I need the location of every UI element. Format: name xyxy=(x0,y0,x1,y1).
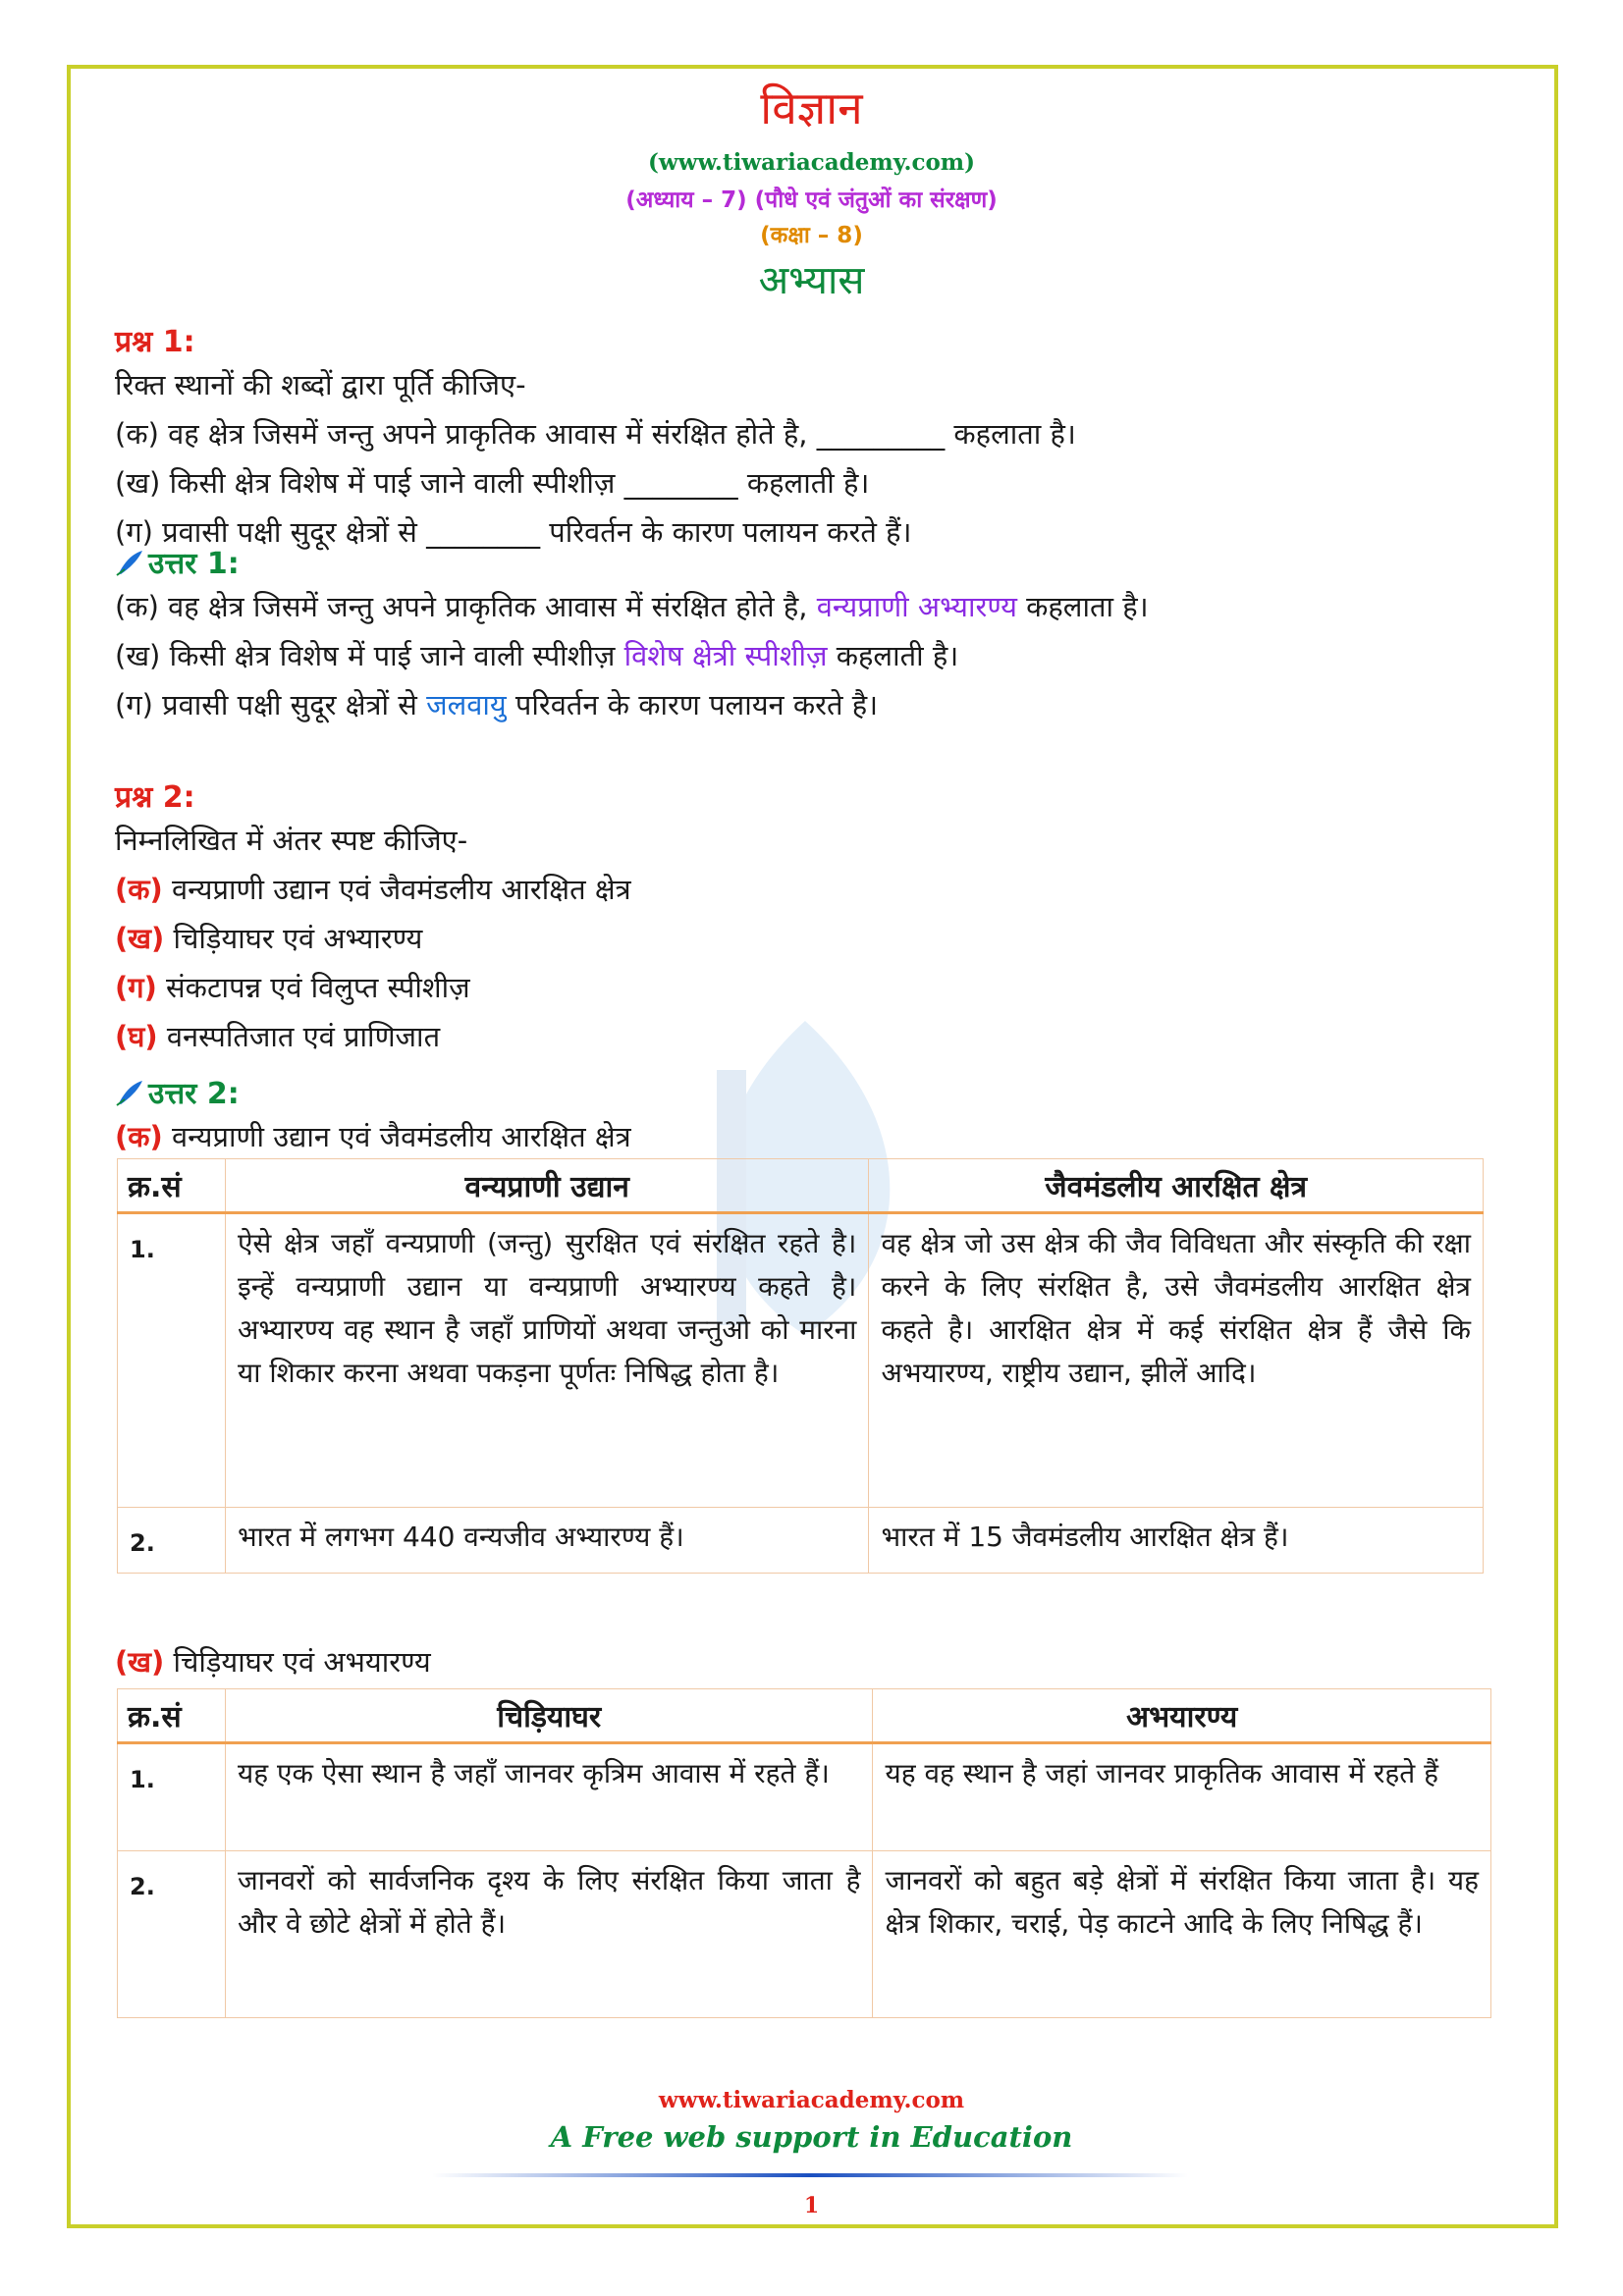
class-label: (कक्षा – 8) xyxy=(760,223,863,248)
table-cell: जानवरों को सार्वजनिक दृश्य के लिए संरक्षित किया जाता है और वे छोटे क्षेत्रों में होते हैं। xyxy=(225,1851,873,2018)
footer-divider xyxy=(432,2173,1188,2177)
question-1-line-a: (क) वह क्षेत्र जिसमें जन्तु अपने प्राकृतिक आवास में संरक्षित होते है, _________ कहलाता है। xyxy=(115,417,1076,451)
question-2-intro: निम्नलिखित में अंतर स्पष्ट कीजिए- xyxy=(115,824,468,857)
answer-2-heading-row xyxy=(115,1072,1489,1112)
question-1-line-b: (ख) किसी क्षेत्र विशेष में पाई जाने वाली स्पीशीज़ ________ कहलाती है। xyxy=(115,466,870,500)
question-2-heading: प्रश्न 2: xyxy=(115,780,195,815)
question-2-item-d: (घ) वनस्पतिजात एवं प्राणिजात xyxy=(115,1020,441,1053)
table-row xyxy=(118,1508,1484,1574)
question-1-heading: प्रश्न 1: xyxy=(115,325,195,359)
table-header-row xyxy=(118,1689,1491,1743)
answer-1-line-c: (ग) प्रवासी पक्षी सुदूर क्षेत्रों से जलवायु परिवर्तन के कारण पलायन करते है। xyxy=(115,688,879,721)
answer-2 xyxy=(115,1072,1489,1161)
table-cell: वह क्षेत्र जो उस क्षेत्र की जैव विविधता और संस्कृति की रक्षा करने के लिए संरक्षित है, उसे जैवमंडलीय आरक्षित क्षेत्र कहते है। आरक्षित क्षेत्र में कई संरक्षित क्षेत्र हैं जैसे कि अभयारण्य, राष्ट्रीय उद्यान, झीलें आदि। xyxy=(869,1213,1484,1508)
table-cell: यह वह स्थान है जहां जानवर प्राकृतिक आवास में रहते हैं xyxy=(873,1743,1491,1851)
answer-2-heading: उत्तर 2: xyxy=(148,1077,240,1111)
table-header-sno: क्र.सं xyxy=(118,1159,226,1213)
page-number: 1 xyxy=(803,2193,820,2218)
table-row xyxy=(118,1743,1491,1851)
table-cell-sno: 1. xyxy=(118,1213,226,1508)
table-header-col1: वन्यप्राणी उद्यान xyxy=(225,1159,868,1213)
comparison-table-b xyxy=(117,1688,1491,2018)
answer-1 xyxy=(115,542,1489,729)
table-header-col1: चिड़ियाघर xyxy=(225,1689,873,1743)
chapter-label: (अध्याय – 7) (पौधे एवं जंतुओं का संरक्षण) xyxy=(625,187,998,213)
question-1-intro: रिक्त स्थानों की शब्दों द्वारा पूर्ति कीजिए- xyxy=(115,368,526,401)
comparison-table-a xyxy=(117,1158,1484,1574)
footer-tagline: A Free web support in Education xyxy=(550,2120,1073,2154)
answer-1-fill-a: वन्यप्राणी अभ्यारण्य xyxy=(816,590,1017,623)
table-header-col2: जैवमंडलीय आरक्षित क्षेत्र xyxy=(869,1159,1484,1213)
question-2-item-b: (ख) चिड़ियाघर एवं अभ्यारण्य xyxy=(115,922,423,955)
table-cell: भारत में लगभग 440 वन्यजीव अभ्यारण्य हैं। xyxy=(225,1508,868,1574)
table-cell: ऐसे क्षेत्र जहाँ वन्यप्राणी (जन्तु) सुरक्षित एवं संरक्षित रहते है। इन्हें वन्यप्राणी उद्यान या वन्यप्राणी अभ्यारण्य कहते है। अभ्यारण्य वह स्थान है जहाँ प्राणियों अथवा जन्तुओ को मारना या शिकार करना अथवा पकड़ना पूर्णतः निषिद्ध होता है। xyxy=(225,1213,868,1508)
table-cell: यह एक ऐसा स्थान है जहाँ जानवर कृत्रिम आवास में रहते हैं। xyxy=(225,1743,873,1851)
exercise-heading: अभ्यास xyxy=(758,258,865,303)
table-row xyxy=(118,1851,1491,2018)
table-row xyxy=(118,1213,1484,1508)
table-cell: भारत में 15 जैवमंडलीय आरक्षित क्षेत्र हैं। xyxy=(869,1508,1484,1574)
header-website: (www.tiwariacademy.com) xyxy=(647,149,976,176)
table-header-col2: अभयारण्य xyxy=(873,1689,1491,1743)
answer-2-part-b-title: (ख) चिड़ियाघर एवं अभयारण्य xyxy=(115,1645,431,1679)
answer-1-fill-b: विशेष क्षेत्री स्पीशीज़ xyxy=(623,639,828,672)
question-2-item-a: (क) वन्यप्राणी उद्यान एवं जैवमंडलीय आरक्षित क्षेत्र xyxy=(115,873,631,906)
answer-2-part-a-title: (क) वन्यप्राणी उद्यान एवं जैवमंडलीय आरक्षित क्षेत्र xyxy=(115,1120,631,1153)
table-cell-sno: 1. xyxy=(118,1743,226,1851)
answer-1-heading-row xyxy=(115,542,1489,582)
answer-1-line-a: (क) वह क्षेत्र जिसमें जन्तु अपने प्राकृतिक आवास में संरक्षित होते है, वन्यप्राणी अभ्यारण्य कहलाता है। xyxy=(115,590,1149,623)
question-1 xyxy=(115,320,1489,557)
question-1-line-c: (ग) प्रवासी पक्षी सुदूर क्षेत्रों से ________ परिवर्तन के कारण पलायन करते हैं। xyxy=(115,515,912,549)
page-title: विज्ञान xyxy=(760,81,863,134)
question-2 xyxy=(115,775,1489,1061)
table-cell-sno: 2. xyxy=(118,1508,226,1574)
answer-2-part-b xyxy=(115,1637,1489,1686)
question-2-item-c: (ग) संकटापन्न एवं विलुप्त स्पीशीज़ xyxy=(115,971,470,1004)
footer-website-link[interactable]: www.tiwariacademy.com xyxy=(658,2087,965,2113)
answer-1-fill-c: जलवायु xyxy=(426,688,507,721)
quill-pen-icon xyxy=(115,1078,144,1107)
quill-pen-icon xyxy=(115,548,144,577)
table-cell-sno: 2. xyxy=(118,1851,226,2018)
table-header-row xyxy=(118,1159,1484,1213)
answer-1-heading: उत्तर 1: xyxy=(148,547,240,581)
answer-1-line-b: (ख) किसी क्षेत्र विशेष में पाई जाने वाली स्पीशीज़ विशेष क्षेत्री स्पीशीज़ कहलाती है। xyxy=(115,639,959,672)
table-header-sno: क्र.सं xyxy=(118,1689,226,1743)
table-cell: जानवरों को बहुत बड़े क्षेत्रों में संरक्षित किया जाता है। यह क्षेत्र शिकार, चराई, पेड़ काटने आदि के लिए निषिद्ध हैं। xyxy=(873,1851,1491,2018)
